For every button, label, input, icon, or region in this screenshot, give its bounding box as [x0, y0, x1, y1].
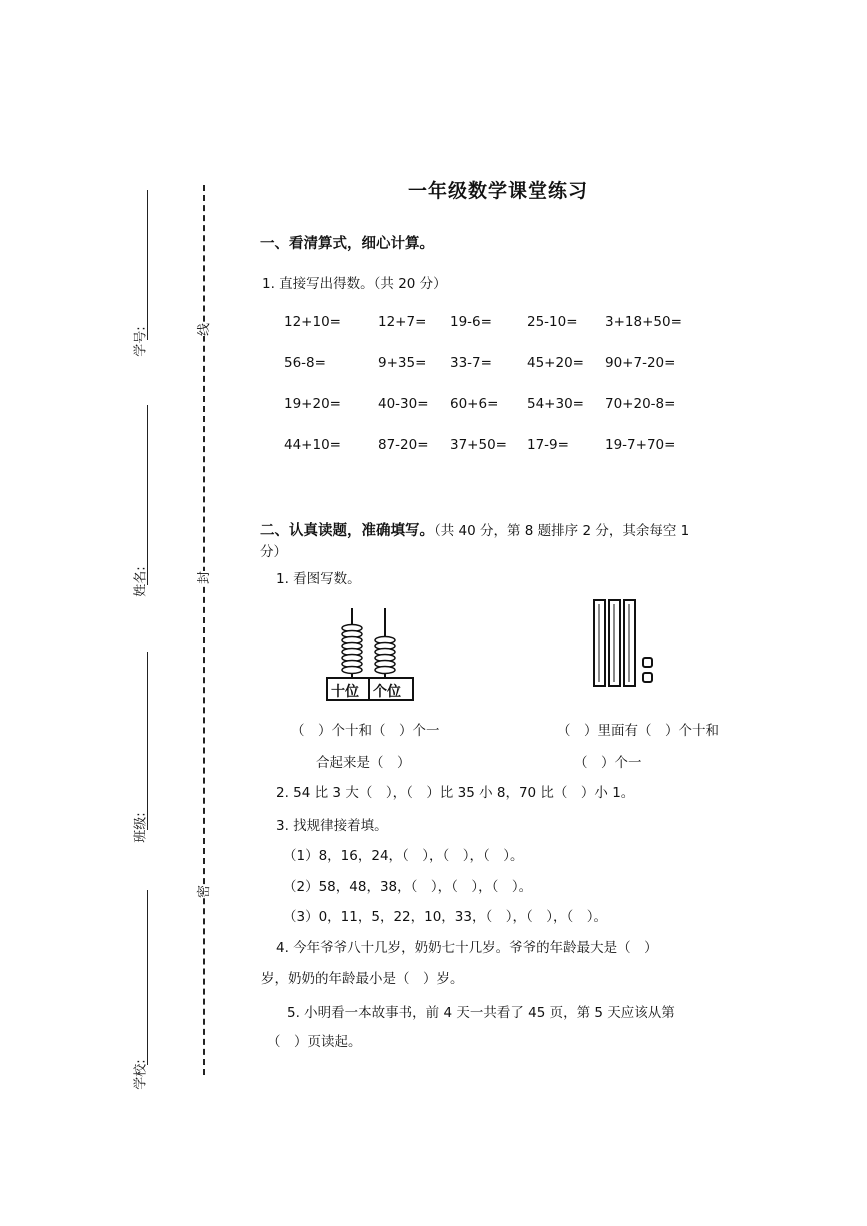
equation: 54+30= [527, 396, 584, 412]
section2-heading-text: 二、认真读题，准确填写。 [260, 523, 434, 539]
section2-q1: 1. 看图写数。 [276, 571, 361, 587]
abacus-fill-2[interactable]: 合起来是（ ） [316, 755, 411, 771]
name-blank[interactable] [147, 405, 148, 585]
equation: 44+10= [284, 437, 341, 453]
equation: 56-8= [284, 355, 326, 371]
section2-q4-line2[interactable]: 岁，奶奶的年龄最小是（ ）岁。 [261, 971, 464, 987]
section2-q3-2[interactable]: （2）58，48，38，（ ），（ ），（ ）。 [283, 879, 533, 895]
abacus-tens-label: 十位 [331, 684, 359, 700]
equation: 37+50= [450, 437, 507, 453]
equation: 3+18+50= [605, 314, 682, 330]
equation: 17-9= [527, 437, 569, 453]
abacus-ones-label: 个位 [373, 684, 401, 700]
section2-q5-line1: 5. 小明看一本故事书，前 4 天一共看了 45 页，第 5 天应该从第 [287, 1005, 675, 1021]
equation: 90+7-20= [605, 355, 676, 371]
school-label: 学校: [133, 1059, 149, 1090]
equation: 19-7+70= [605, 437, 676, 453]
section2-q3: 3. 找规律接着填。 [276, 818, 388, 834]
section2-heading [260, 519, 689, 540]
section2-q2[interactable]: 2. 54 比 3 大（ ），（ ）比 35 小 8，70 比（ ）小 1。 [276, 785, 635, 801]
equation: 19-6= [450, 314, 492, 330]
equation: 45+20= [527, 355, 584, 371]
equation: 12+10= [284, 314, 341, 330]
sticks-fill-2[interactable]: （ ）个一 [574, 755, 642, 771]
equation: 12+7= [378, 314, 427, 330]
section2-q3-1[interactable]: （1）8，16，24，（ ），（ ），（ ）。 [283, 848, 524, 864]
abacus-fill-1[interactable]: （ ）个十和（ ）个一 [291, 723, 440, 739]
equation: 60+6= [450, 396, 499, 412]
section1-heading: 一、看清算式，细心计算。 [260, 236, 434, 252]
equation: 33-7= [450, 355, 492, 371]
page-title: 一年级数学课堂练习 [408, 180, 589, 202]
sticks-fill-1[interactable]: （ ）里面有（ ）个十和 [557, 723, 719, 739]
section2-heading-note: （共 40 分，第 8 题排序 2 分，其余每空 1 [434, 523, 690, 539]
sticks-figure [590, 596, 660, 692]
section2-q4-line1[interactable]: 4. 今年爷爷八十几岁，奶奶七十几岁。爷爷的年龄最大是（ ） [276, 940, 658, 956]
name-label: 姓名: [133, 566, 149, 597]
section2-q5-line2[interactable]: （ ）页读起。 [267, 1034, 362, 1050]
equation: 9+35= [378, 355, 427, 371]
seal-line [203, 185, 205, 1075]
seal-char-feng: 封 [191, 571, 214, 584]
student-id-label: 学号: [133, 326, 149, 357]
equation: 87-20= [378, 437, 429, 453]
seal-char-xian: 线 [191, 323, 214, 336]
equation: 40-30= [378, 396, 429, 412]
section2-q3-3[interactable]: （3）0，11，5，22，10，33，（ ），（ ），（ ）。 [283, 909, 607, 925]
equation: 70+20-8= [605, 396, 676, 412]
section1-q1-title: 1. 直接写出得数。（共 20 分） [262, 276, 447, 292]
student-id-blank[interactable] [147, 190, 148, 340]
class-label: 班级: [133, 812, 149, 843]
section2-heading-note-cont: 分） [260, 544, 287, 560]
class-blank[interactable] [147, 652, 148, 830]
seal-char-mi: 密 [191, 885, 214, 898]
school-blank[interactable] [147, 890, 148, 1065]
equation: 19+20= [284, 396, 341, 412]
equation: 25-10= [527, 314, 578, 330]
